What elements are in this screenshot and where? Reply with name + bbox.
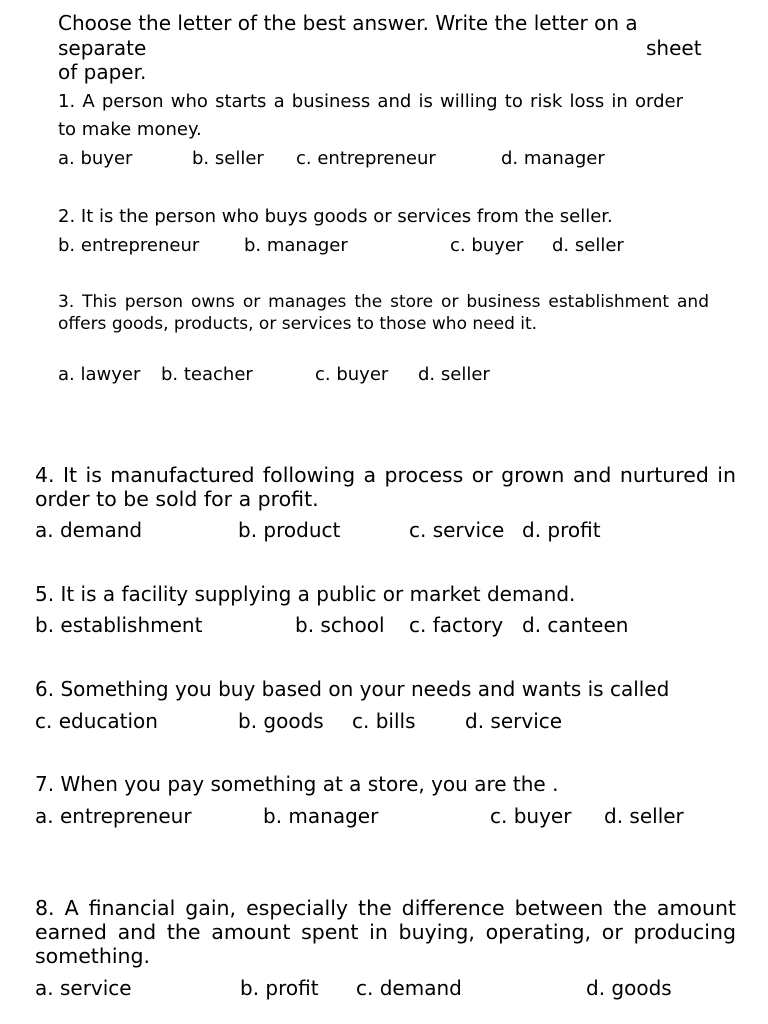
question-2-option-b[interactable]: b. manager bbox=[244, 235, 348, 256]
question-7-option-b[interactable]: b. manager bbox=[263, 804, 379, 828]
instructions-line-2-right: sheet bbox=[646, 36, 702, 60]
question-1-option-c[interactable]: c. entrepreneur bbox=[296, 148, 436, 169]
question-8-option-a[interactable]: a. service bbox=[35, 976, 132, 1000]
question-8-text: 8. A financial gain, especially the difference between the amount earned and the amount spent in buying, operating, or producing something. bbox=[35, 896, 736, 968]
question-4-option-a[interactable]: a. demand bbox=[35, 518, 143, 542]
question-6-text: 6. Something you buy based on your needs and wants is called bbox=[35, 677, 670, 701]
question-7-option-a[interactable]: a. entrepreneur bbox=[35, 804, 192, 828]
question-6-option-d[interactable]: d. service bbox=[465, 709, 563, 733]
instructions-line-3: of paper. bbox=[58, 60, 147, 84]
question-4-option-d[interactable]: d. profit bbox=[522, 518, 601, 542]
question-2-text: 2. It is the person who buys goods or services from the seller. bbox=[58, 206, 613, 227]
question-7-text: 7. When you pay something at a store, you are the . bbox=[35, 772, 559, 796]
question-8-option-c[interactable]: c. demand bbox=[356, 976, 462, 1000]
question-6-option-c[interactable]: c. bills bbox=[352, 709, 416, 733]
instructions-line-1: Choose the letter of the best answer. Write the letter on a bbox=[58, 11, 638, 35]
question-4-option-c[interactable]: c. service bbox=[409, 518, 505, 542]
question-3-option-a[interactable]: a. lawyer bbox=[58, 364, 141, 385]
question-1-text: 1. A person who starts a business and is willing to risk loss in order to make money. bbox=[58, 91, 683, 140]
question-1-option-b[interactable]: b. seller bbox=[192, 148, 264, 169]
question-3-option-d[interactable]: d. seller bbox=[418, 364, 490, 385]
question-3-text: 3. This person owns or manages the store or business establishment and offers goods, products, or services to those who need it. bbox=[58, 292, 709, 334]
question-1-option-a[interactable]: a. buyer bbox=[58, 148, 133, 169]
question-7-option-c[interactable]: c. buyer bbox=[490, 804, 572, 828]
question-2-option-a[interactable]: b. entrepreneur bbox=[58, 235, 200, 256]
question-5-option-b[interactable]: b. school bbox=[295, 613, 385, 637]
question-3-option-b[interactable]: b. teacher bbox=[161, 364, 253, 385]
question-4-text: 4. It is manufactured following a process or grown and nurtured in order to be sold for a profit. bbox=[35, 463, 736, 511]
question-2-option-d[interactable]: d. seller bbox=[552, 235, 624, 256]
question-8-option-d[interactable]: d. goods bbox=[586, 976, 672, 1000]
question-5-text: 5. It is a facility supplying a public or market demand. bbox=[35, 582, 576, 606]
question-7-option-d[interactable]: d. seller bbox=[604, 804, 684, 828]
question-8-option-b[interactable]: b. profit bbox=[240, 976, 319, 1000]
instructions-line-2-left: separate bbox=[58, 36, 147, 60]
question-6-option-a[interactable]: c. education bbox=[35, 709, 158, 733]
question-5-option-d[interactable]: d. canteen bbox=[522, 613, 629, 637]
question-5-option-a[interactable]: b. establishment bbox=[35, 613, 203, 637]
question-5-option-c[interactable]: c. factory bbox=[409, 613, 504, 637]
question-2-option-c[interactable]: c. buyer bbox=[450, 235, 524, 256]
question-6-option-b[interactable]: b. goods bbox=[238, 709, 324, 733]
question-1-option-d[interactable]: d. manager bbox=[501, 148, 605, 169]
question-3-option-c[interactable]: c. buyer bbox=[315, 364, 389, 385]
question-4-option-b[interactable]: b. product bbox=[238, 518, 341, 542]
